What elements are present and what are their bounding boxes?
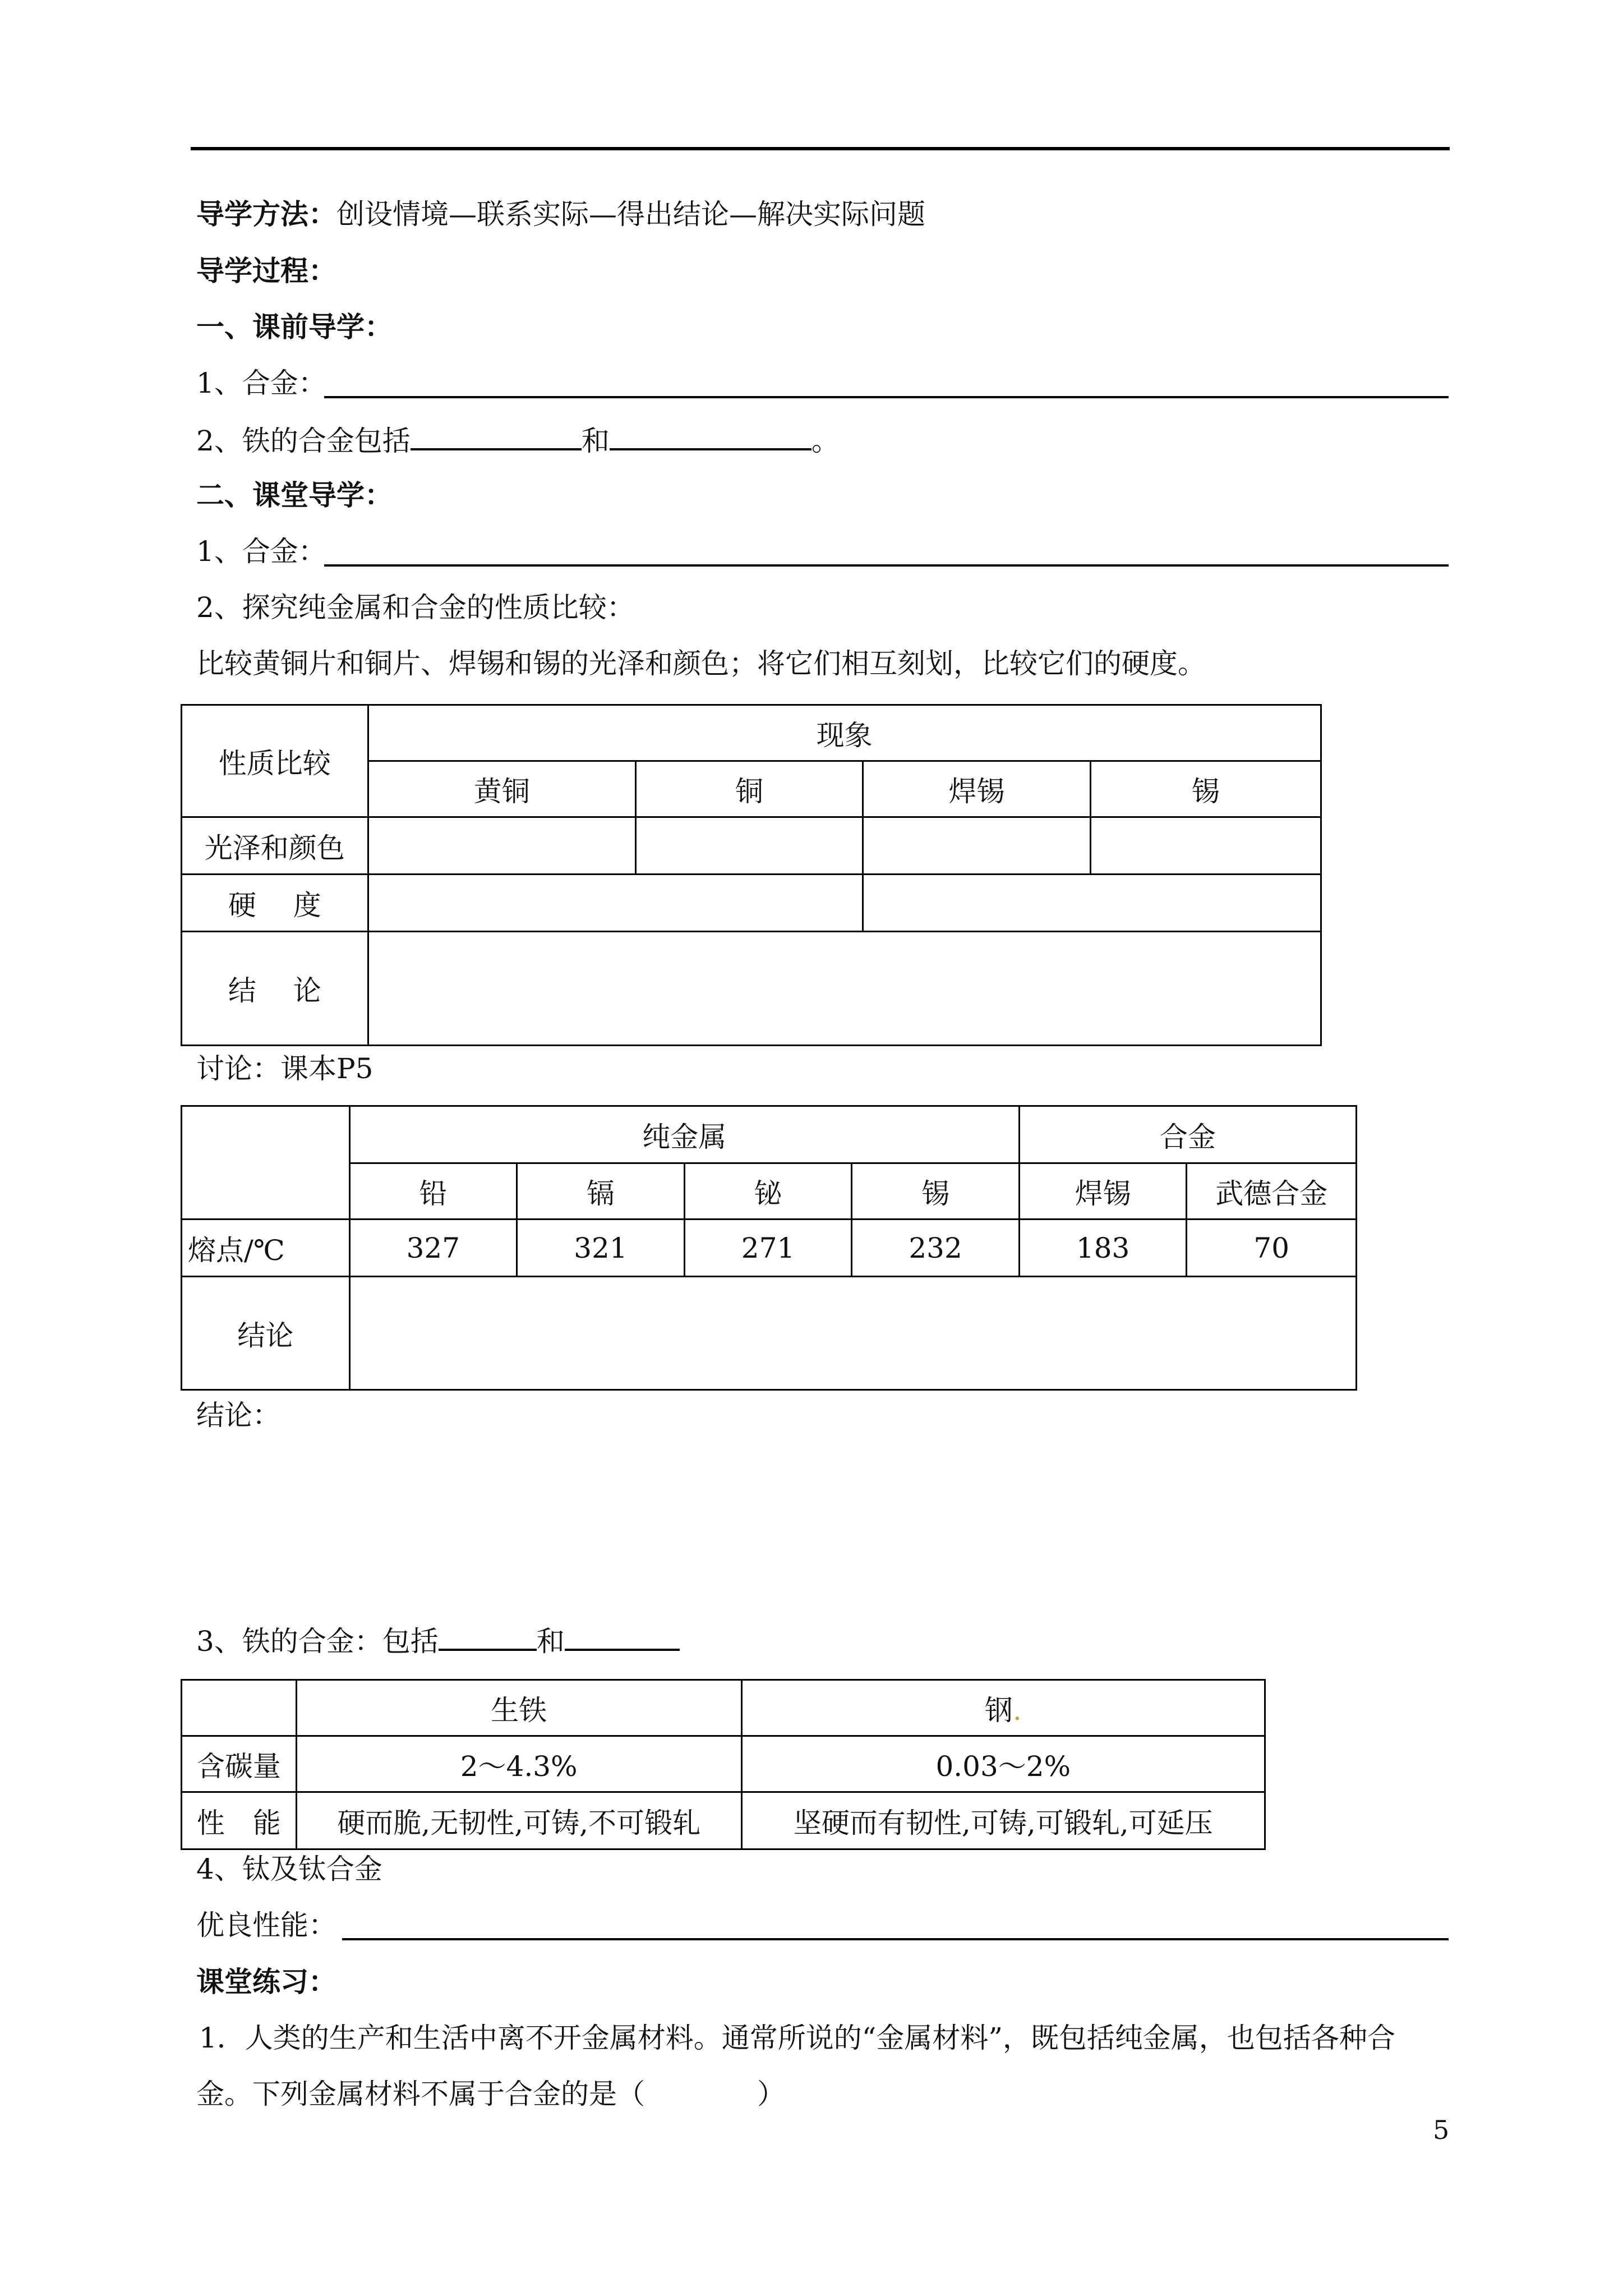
- table2-col-header: 镉: [517, 1163, 685, 1220]
- table1-col-header: 焊锡: [863, 761, 1090, 817]
- table1-cell[interactable]: [863, 817, 1090, 875]
- steel-label: 钢: [984, 1694, 1013, 1727]
- table1-col-header: 铜: [635, 761, 863, 817]
- practice-q1-line1: 1．人类的生产和生活中离不开金属材料。通常所说的“金属材料”，既包括纯金属，也包括各种合: [199, 2022, 1395, 2054]
- iron-blank-1[interactable]: [439, 1623, 537, 1651]
- iron-alloy-line: [196, 1623, 680, 1658]
- table3-col-header: 生铁: [296, 1680, 741, 1736]
- table2-group-alloy: 合金: [1019, 1106, 1356, 1163]
- table2-conclusion-cell[interactable]: [349, 1277, 1356, 1390]
- table2-col-header: 铅: [349, 1163, 517, 1220]
- inclass-item-1: 1、合金：: [196, 535, 326, 568]
- table2-conclusion-label: 结论: [182, 1277, 350, 1390]
- table1-row-label: 结 论: [182, 932, 368, 1046]
- table1-cell[interactable]: [1090, 817, 1321, 875]
- property-comparison-table: [181, 704, 1322, 1046]
- table1-col-header: 黄铜: [368, 761, 635, 817]
- discussion-text: 讨论：课本P5: [196, 1052, 374, 1085]
- table2-value: 321: [517, 1220, 685, 1277]
- preclass-item-1: 1、合金：: [196, 367, 326, 399]
- iron-text-a: 3、铁的合金：包括: [196, 1625, 439, 1658]
- method-line: [196, 197, 925, 231]
- table3-row-label: 性 能: [182, 1792, 297, 1849]
- inclass-heading: 二、课堂导学：: [196, 478, 393, 512]
- iron-alloy-table: [181, 1679, 1266, 1850]
- item2-text-a: 2、铁的合金包括: [196, 425, 411, 457]
- iron-alloy-blank-2[interactable]: [610, 422, 811, 450]
- table3-corner: [182, 1680, 297, 1736]
- table1-cell[interactable]: [368, 817, 635, 875]
- practice-heading: 课堂练习：: [196, 1965, 336, 1998]
- table1-row-label: 硬 度: [182, 875, 368, 932]
- titanium-heading: 4、钛及钛合金: [196, 1853, 382, 1885]
- inclass-item-2: 2、探究纯金属和合金的性质比较：: [196, 591, 635, 624]
- item2-text-b: 和: [581, 425, 610, 457]
- table3-value: 2～4.3%: [296, 1736, 741, 1792]
- table2-corner: [182, 1106, 350, 1220]
- inclass-alloy-blank[interactable]: [324, 564, 1449, 567]
- inclass-item-2-desc: 比较黄铜片和铜片、焊锡和锡的光泽和颜色；将它们相互刻划，比较它们的硬度。: [196, 647, 1206, 680]
- table1-conclusion-cell[interactable]: [368, 932, 1321, 1046]
- table2-col-header: 铋: [684, 1163, 852, 1220]
- table2-value: 327: [349, 1220, 517, 1277]
- table3-value: 0.03～2%: [741, 1736, 1265, 1792]
- table3-row-label: 含碳量: [182, 1736, 297, 1792]
- table3-value: 硬而脆,无韧性,可铸,不可锻轧: [296, 1792, 741, 1849]
- preclass-item-2: [196, 422, 840, 458]
- table1-corner: 性质比较: [182, 705, 368, 817]
- table1-cell[interactable]: [368, 875, 863, 932]
- preclass-alloy-blank[interactable]: [324, 396, 1449, 398]
- table3-value: 坚硬而有韧性,可铸,可锻轧,可延压: [741, 1792, 1265, 1849]
- table2-value: 232: [852, 1220, 1020, 1277]
- process-label: 导学过程：: [196, 254, 336, 287]
- iron-text-b: 和: [536, 1625, 565, 1658]
- table2-col-header: 锡: [852, 1163, 1020, 1220]
- table2-value: 271: [684, 1220, 852, 1277]
- conclusion-text: 结论：: [196, 1399, 280, 1432]
- mark-dot: .: [1012, 1694, 1022, 1727]
- table1-row-label: 光泽和颜色: [182, 817, 368, 875]
- table2-col-header: 武德合金: [1187, 1163, 1357, 1220]
- method-text: 创设情境—联系实际—得出结论—解决实际问题: [336, 198, 925, 231]
- table2-col-header: 焊锡: [1019, 1163, 1187, 1220]
- method-label: 导学方法：: [196, 197, 336, 231]
- table2-value: 70: [1187, 1220, 1357, 1277]
- table1-cell[interactable]: [635, 817, 863, 875]
- table1-group: 现象: [368, 705, 1321, 761]
- table2-row-label: 熔点/℃: [182, 1220, 350, 1277]
- preclass-heading: 一、课前导学：: [196, 310, 393, 343]
- page-number: 5: [1433, 2115, 1450, 2145]
- table1-cell[interactable]: [863, 875, 1321, 932]
- header-rule: [191, 147, 1450, 150]
- table3-col-header: [741, 1680, 1265, 1736]
- table2-group-pure: 纯金属: [349, 1106, 1019, 1163]
- iron-blank-2[interactable]: [565, 1623, 680, 1651]
- titanium-property-blank[interactable]: [342, 1938, 1449, 1940]
- iron-alloy-blank-1[interactable]: [411, 422, 582, 450]
- table2-value: 183: [1019, 1220, 1187, 1277]
- titanium-property-label: 优良性能：: [196, 1909, 336, 1941]
- item2-text-c: 。: [811, 425, 840, 457]
- table1-col-header: 锡: [1090, 761, 1321, 817]
- practice-q1-line2: 金。下列金属材料不属于合金的是（ ）: [196, 2078, 785, 2110]
- melting-point-table: [181, 1105, 1357, 1391]
